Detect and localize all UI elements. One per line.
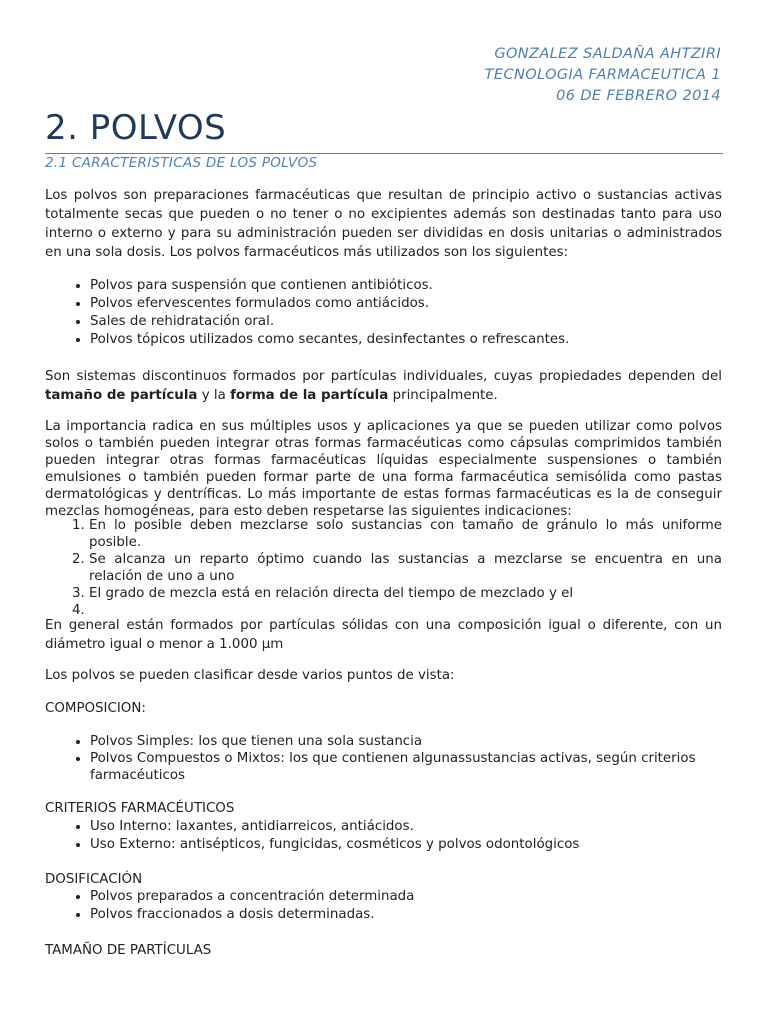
list-item: • Uso Interno: laxantes, antidiarreicos, antiácidos. xyxy=(90,818,722,836)
powder-types-list xyxy=(45,277,722,349)
document-header xyxy=(485,44,721,107)
list-item: • Polvos efervescentes formulados como antiácidos. xyxy=(90,295,722,313)
ordered-item: 3. El grado de mezcla está en relación directa del tiempo de mezclado y el xyxy=(89,585,722,602)
list-item: • Polvos tópicos utilizados como secantes, desinfectantes o refrescantes. xyxy=(90,331,722,349)
criterios-heading: CRITERIOS FARMACÉUTICOS xyxy=(45,801,235,816)
composicion-heading: COMPOSICION: xyxy=(45,701,146,716)
author-name: GONZALEZ SALDAÑA AHTZIRI xyxy=(494,46,721,62)
text-span: principalmente. xyxy=(388,388,498,403)
tamano-heading: TAMAÑO DE PARTÍCULAS xyxy=(45,943,212,958)
list-item: • Polvos Simples: los que tienen una sola sustancia xyxy=(90,733,722,750)
bold-term-shape: forma de la partícula xyxy=(230,388,389,403)
ordered-item: 2. Se alcanza un reparto óptimo cuando las sustancias a mezclarse se encuentra en una relación de uno a uno xyxy=(89,551,722,585)
list-item: • Sales de rehidratación oral. xyxy=(90,313,722,331)
ordered-item: 1. En lo posible deben mezclarse solo sustancias con tamaño de gránulo lo más uniforme posible. xyxy=(89,517,722,551)
course-name: TECNOLOGIA FARMACEUTICA 1 xyxy=(484,67,721,83)
document-title: 2. POLVOS xyxy=(45,108,227,148)
bold-term-size: tamaño de partícula xyxy=(45,388,198,403)
mixing-indications-list xyxy=(45,517,722,619)
dosificacion-heading: DOSIFICACIÓN xyxy=(45,872,143,887)
diameter-paragraph: En general están formados por partículas sólidas con una composición igual o diferente, con un diámetro igual o menor a 1.000 µm xyxy=(45,618,722,652)
composicion-list xyxy=(45,733,722,784)
list-item: • Polvos fraccionados a dosis determinadas. xyxy=(90,906,722,924)
text-span: Son sistemas discontinuos formados por partículas individuales, cuyas propiedades dependen del xyxy=(45,369,722,384)
list-item: • Polvos preparados a concentración determinada xyxy=(90,888,722,906)
criterios-list xyxy=(45,818,722,854)
intro-paragraph: Los polvos son preparaciones farmacéuticas que resultan de principio activo o sustancias activas totalmente secas que pueden o no tener o no excipientes además son destinadas tanto para uso interno o externo y para su administración pueden ser divididas en dosis unitarias o administrados en una sola dosis. Los polvos farmacéuticos más utilizados son los siguientes: xyxy=(45,188,722,260)
text-span: y la xyxy=(197,388,231,403)
importance-paragraph: La importancia radica en sus múltiples usos y aplicaciones ya que se pueden utilizar como polvos solos o también pueden integrar otras formas farmacéuticas como cápsulas comprimidos también pueden integrar otras formas farmacéuticas líquidas especialmente suspensiones o también emulsiones o también pueden formar parte de una forma farmacéutica semisólida como pastas dermatológicas y dentríficas. Lo más importante de estas formas farmacéuticas es la de conseguir mezclas homogéneas, para esto deben respetarse las siguientes indicaciones: xyxy=(45,419,722,519)
section-subtitle: 2.1 CARACTERISTICAS DE LOS POLVOS xyxy=(45,155,318,171)
list-item: • Polvos Compuestos o Mixtos: los que contienen algunassustancias activas, según criterios farmacéuticos xyxy=(90,750,722,784)
particles-paragraph xyxy=(45,367,722,405)
list-item: • Uso Externo: antisépticos, fungicidas, cosméticos y polvos odontológicos xyxy=(90,836,722,854)
list-item: • Polvos para suspensión que contienen antibióticos. xyxy=(90,277,722,295)
classification-intro: Los polvos se pueden clasificar desde varios puntos de vista: xyxy=(45,668,455,683)
document-date: 06 DE FEBRERO 2014 xyxy=(556,88,721,104)
dosificacion-list xyxy=(45,888,722,924)
